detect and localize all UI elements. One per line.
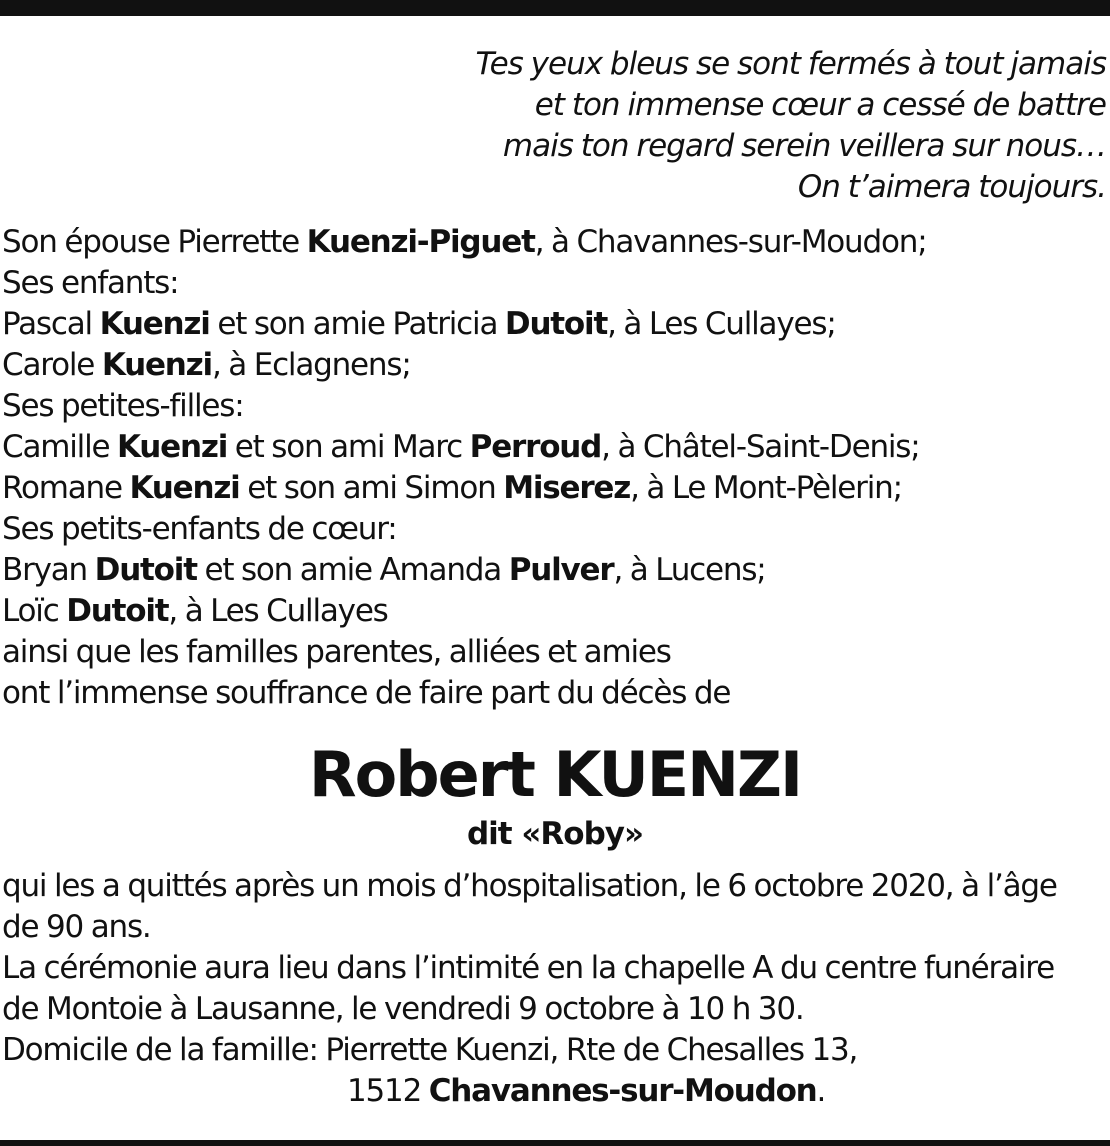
details-line: qui les a quittés après un mois d’hospitalisation, le 6 octobre 2020, à l’âge	[2, 868, 1057, 904]
children-heading: Ses enfants:	[2, 265, 179, 301]
granddaughter-line	[2, 468, 1108, 509]
relatives-line: ainsi que les familles parentes, alliées et amies	[2, 634, 671, 670]
child-line	[2, 304, 1108, 345]
surname: Dutoit	[66, 593, 169, 629]
postal-code: 1512	[347, 1073, 429, 1109]
text: et son amie Amanda	[196, 552, 509, 588]
spouse-line	[2, 222, 1108, 263]
details-line: de 90 ans.	[2, 909, 151, 945]
surname: Dutoit	[504, 306, 608, 342]
text: , à Lucens;	[613, 552, 766, 588]
text: , à Le Mont-Pèlerin;	[630, 470, 902, 506]
domicile-line: Domicile de la famille: Pierrette Kuenzi, Rte de Chesalles 13,	[2, 1032, 858, 1068]
ceremony-line: de Montoie à Lausanne, le vendredi 9 octobre à 10 h 30.	[2, 991, 804, 1027]
surname: Perroud	[469, 429, 602, 465]
poem-line: et ton immense cœur a cessé de battre	[534, 87, 1106, 123]
text: Son épouse Pierrette	[2, 224, 307, 260]
poem-line: Tes yeux bleus se sont fermés à tout jamais	[475, 46, 1106, 82]
surname: Kuenzi	[117, 429, 228, 465]
funeral-details	[2, 866, 1108, 1112]
family-announcement	[2, 222, 1108, 714]
poem-line: mais ton regard serein veillera sur nous…	[502, 128, 1106, 164]
surname: Kuenzi	[101, 347, 212, 383]
grandchild-line	[2, 550, 1108, 591]
announcement-line: ont l’immense souffrance de faire part du décès de	[2, 675, 731, 711]
text: .	[816, 1073, 826, 1109]
grandchildren-heading: Ses petits-enfants de cœur:	[2, 511, 397, 547]
granddaughter-line	[2, 427, 1108, 468]
poem	[106, 44, 1106, 208]
text: , à Les Cullayes;	[607, 306, 836, 342]
granddaughters-heading: Ses petites-filles:	[2, 388, 244, 424]
text: , à Les Cullayes	[168, 593, 388, 629]
text: Pascal	[2, 306, 100, 342]
deceased-name: Robert KUENZI	[308, 738, 802, 811]
text: et son ami Marc	[227, 429, 470, 465]
surname: Miserez	[503, 470, 631, 506]
poem-line: On t’aimera toujours.	[797, 169, 1106, 205]
deceased-nickname: dit «Roby»	[466, 816, 644, 852]
town: Chavannes-sur-Moudon	[428, 1073, 817, 1109]
text: , à Chavannes-sur-Moudon;	[534, 224, 927, 260]
ceremony-line: La cérémonie aura lieu dans l’intimité en la chapelle A du centre funéraire	[2, 950, 1055, 986]
text: Romane	[2, 470, 130, 506]
surname: Dutoit	[94, 552, 197, 588]
grandchild-line	[2, 591, 1108, 632]
text: Loïc	[2, 593, 67, 629]
text: et son ami Simon	[239, 470, 504, 506]
bottom-rule	[0, 1140, 1110, 1146]
top-rule	[0, 0, 1110, 16]
text: Camille	[2, 429, 118, 465]
domicile-address	[2, 1071, 1108, 1112]
surname: Kuenzi	[99, 306, 210, 342]
child-line	[2, 345, 1108, 386]
text: , à Châtel-Saint-Denis;	[601, 429, 920, 465]
surname: Kuenzi	[129, 470, 240, 506]
text: Bryan	[2, 552, 95, 588]
text: et son amie Patricia	[209, 306, 505, 342]
text: , à Eclagnens;	[211, 347, 411, 383]
surname: Kuenzi-Piguet	[306, 224, 535, 260]
text: Carole	[2, 347, 102, 383]
surname: Pulver	[508, 552, 614, 588]
